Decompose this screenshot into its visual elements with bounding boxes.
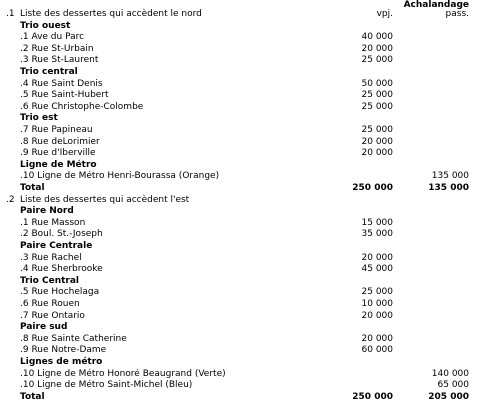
pass-value: 140 000 bbox=[431, 368, 469, 379]
table-row bbox=[0, 101, 477, 113]
group-header-row bbox=[0, 275, 477, 287]
section-title-row bbox=[0, 8, 477, 20]
desserte-label: .2 Boul. St.-Joseph bbox=[20, 229, 103, 240]
group-name: Trio est bbox=[20, 113, 58, 124]
table-row bbox=[0, 368, 477, 380]
vpj-value: 20 000 bbox=[361, 136, 393, 147]
desserte-label: .5 Rue Saint-Hubert bbox=[20, 90, 109, 101]
vpj-value: 25 000 bbox=[361, 101, 393, 112]
group-header-row bbox=[0, 205, 477, 217]
desserte-label: .2 Rue St-Urbain bbox=[20, 43, 94, 54]
vpj-value: 25 000 bbox=[361, 55, 393, 66]
table-row bbox=[0, 298, 477, 310]
vpj-value: 60 000 bbox=[361, 345, 393, 356]
pass-value: 65 000 bbox=[437, 380, 469, 391]
vpj-value: 15 000 bbox=[361, 217, 393, 228]
total-label: Total bbox=[20, 391, 45, 402]
table-row bbox=[0, 78, 477, 90]
section-number: .1 bbox=[6, 9, 15, 19]
table-row bbox=[0, 217, 477, 229]
vpj-value: 20 000 bbox=[361, 148, 393, 159]
desserte-label: .3 Rue Rachel bbox=[20, 252, 82, 263]
achalandage-header: Achalandage bbox=[403, 0, 469, 10]
table-row bbox=[0, 228, 477, 240]
desserte-label: .10 Ligne de Métro Honoré Beaugrand (Verte) bbox=[20, 368, 226, 379]
group-name: Paire Centrale bbox=[20, 241, 93, 251]
table-row bbox=[0, 43, 477, 55]
table-row bbox=[0, 344, 477, 356]
pass-column-header: pass. bbox=[445, 9, 469, 19]
section-number: .2 bbox=[6, 194, 15, 205]
group-name: Lignes de métro bbox=[20, 357, 103, 367]
desserte-label: .5 Rue Hochelaga bbox=[20, 287, 100, 298]
desserte-label: .10 Ligne de Métro Henri-Bourassa (Orange) bbox=[20, 171, 220, 182]
group-header-row bbox=[0, 112, 477, 124]
table-row bbox=[0, 286, 477, 298]
pass-value: 135 000 bbox=[431, 171, 469, 182]
table-row bbox=[0, 170, 477, 182]
vpj-value: 45 000 bbox=[361, 264, 393, 275]
total-vpj: 250 000 bbox=[352, 391, 393, 402]
desserte-label: .1 Rue Masson bbox=[20, 217, 86, 228]
vpj-value: 10 000 bbox=[361, 299, 393, 309]
vpj-value: 20 000 bbox=[361, 43, 393, 54]
table-row bbox=[0, 310, 477, 322]
table-row bbox=[0, 31, 477, 43]
section-title: Liste des dessertes qui accèdent le nord bbox=[20, 9, 202, 19]
desserte-label: .7 Rue Papineau bbox=[20, 125, 93, 135]
desserte-label: .8 Rue Sainte Catherine bbox=[20, 333, 127, 344]
desserte-label: .9 Rue d'Iberville bbox=[20, 148, 96, 159]
group-header-row bbox=[0, 159, 477, 171]
vpj-value: 25 000 bbox=[361, 287, 393, 298]
vpj-value: 35 000 bbox=[361, 229, 393, 240]
vpj-value: 20 000 bbox=[361, 333, 393, 344]
table-row bbox=[0, 89, 477, 101]
group-name: Paire Nord bbox=[20, 206, 74, 217]
table-row bbox=[0, 54, 477, 66]
group-name: Trio ouest bbox=[20, 20, 71, 31]
desserte-label: .7 Rue Ontario bbox=[20, 310, 85, 321]
vpj-column-header: vpj. bbox=[376, 9, 393, 19]
group-header-row bbox=[0, 66, 477, 78]
vpj-value: 25 000 bbox=[361, 90, 393, 101]
table-row bbox=[0, 136, 477, 148]
total-pass: 135 000 bbox=[428, 183, 469, 193]
desserte-label: .6 Rue Christophe-Colombe bbox=[20, 101, 144, 112]
total-pass: 205 000 bbox=[428, 391, 469, 402]
table-row bbox=[0, 263, 477, 275]
vpj-value: 25 000 bbox=[361, 125, 393, 135]
group-header-row bbox=[0, 20, 477, 32]
total-vpj: 250 000 bbox=[352, 183, 393, 193]
table-row bbox=[0, 147, 477, 159]
table-row bbox=[0, 124, 477, 136]
group-name: Trio central bbox=[20, 67, 78, 77]
desserte-label: .4 Rue Saint Denis bbox=[20, 78, 103, 89]
group-header-row bbox=[0, 356, 477, 368]
section-title: Liste des dessertes qui accèdent l'est bbox=[20, 194, 190, 205]
desserte-label: .4 Rue Sherbrooke bbox=[20, 264, 103, 275]
total-row bbox=[0, 182, 477, 194]
desserte-label: .1 Ave du Parc bbox=[20, 32, 85, 43]
section-title-row bbox=[0, 194, 477, 206]
desserte-label: .3 Rue St-Laurent bbox=[20, 55, 99, 66]
vpj-value: 20 000 bbox=[361, 310, 393, 321]
table-row bbox=[0, 252, 477, 264]
total-label: Total bbox=[20, 183, 45, 193]
table-row bbox=[0, 333, 477, 345]
vpj-value: 50 000 bbox=[361, 78, 393, 89]
desserte-label: .6 Rue Rouen bbox=[20, 299, 80, 309]
group-header-row bbox=[0, 321, 477, 333]
desserte-label: .10 Ligne de Métro Saint-Michel (Bleu) bbox=[20, 380, 193, 391]
total-row bbox=[0, 391, 477, 403]
desserte-label: .8 Rue deLorimier bbox=[20, 136, 100, 147]
vpj-value: 20 000 bbox=[361, 252, 393, 263]
vpj-value: 40 000 bbox=[361, 32, 393, 43]
table-row bbox=[0, 379, 477, 391]
desserte-label: .9 Rue Notre-Dame bbox=[20, 345, 107, 356]
group-name: Trio Central bbox=[20, 275, 80, 286]
group-name: Ligne de Métro bbox=[20, 159, 97, 170]
group-header-row bbox=[0, 240, 477, 252]
group-name: Paire sud bbox=[20, 322, 68, 333]
